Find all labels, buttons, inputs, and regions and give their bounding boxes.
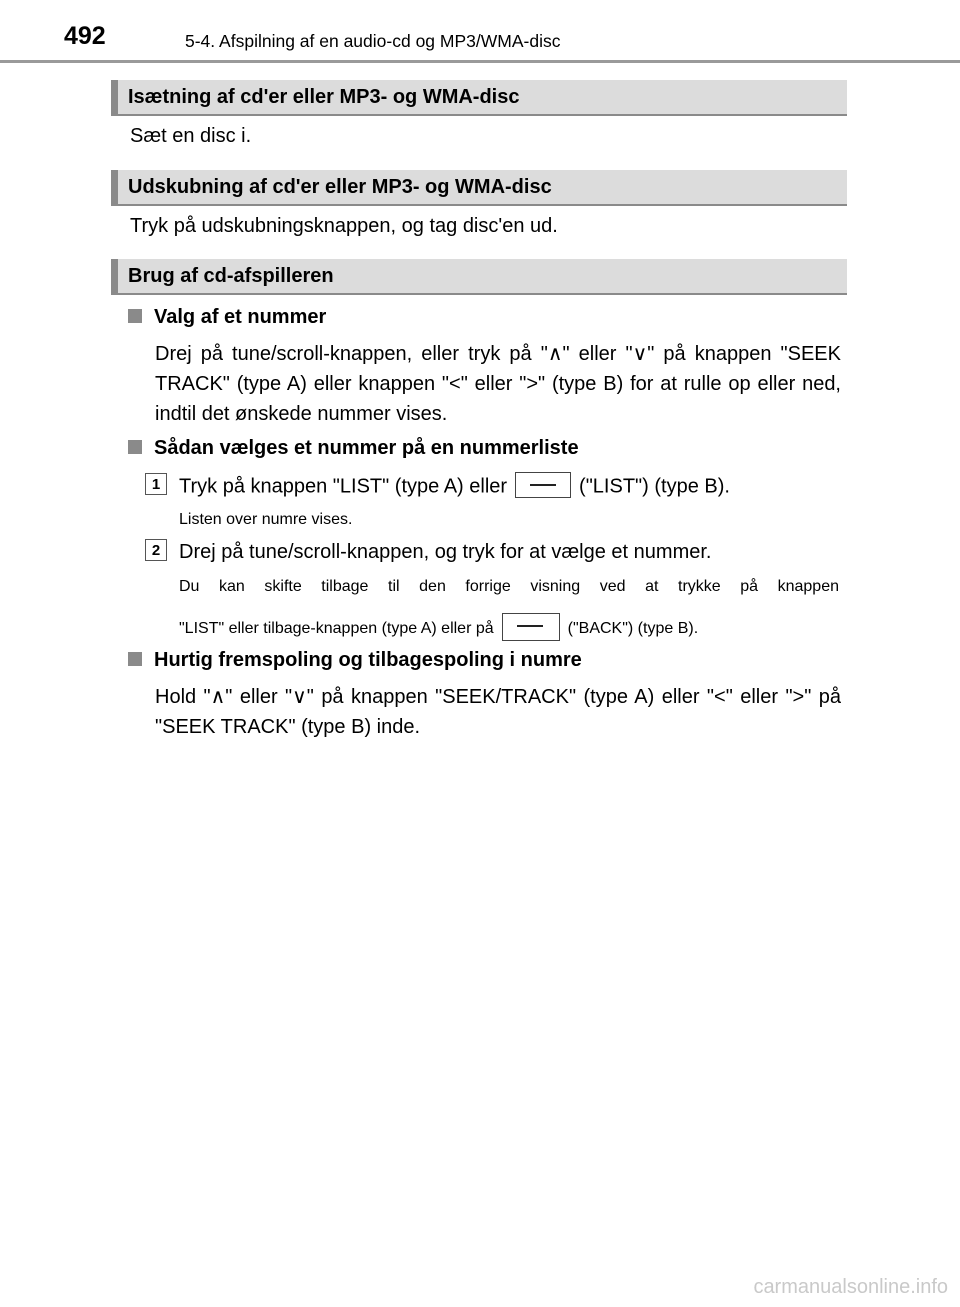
- step-1-text-after: ("LIST") (type B).: [579, 475, 730, 498]
- step-2-note-after: ("BACK") (type B).: [567, 620, 699, 638]
- back-button-icon: [502, 613, 560, 641]
- section-heading-text: Udskubning af cd'er eller MP3- og WMA-disc: [128, 176, 552, 198]
- step-number-1: 1: [145, 473, 167, 495]
- section-marker: [111, 170, 118, 206]
- square-bullet-icon: [128, 309, 142, 323]
- select-track-body: Drej på tune/scroll-knappen, eller tryk på "∧" eller "∨" på knappen "SEEK TRACK" (type A) eller knappen "<" eller ">" (type B) for at rulle op eller ned, indtil det ønskede nummer vises.: [155, 343, 841, 425]
- square-bullet-icon: [128, 440, 142, 454]
- chapter-title: 5-4. Afspilning af en audio-cd og MP3/WMA-disc: [185, 31, 561, 51]
- subheading-text: Hurtig fremspoling og tilbagespoling i numre: [154, 649, 582, 671]
- section-heading-insert-disc: [111, 80, 847, 116]
- subheading-select-from-list: [128, 437, 579, 460]
- section-heading-eject-disc: [111, 170, 847, 206]
- step-1-note: Listen over numre vises.: [179, 511, 353, 528]
- section-heading-cd-player: [111, 259, 847, 295]
- step-1-text: [179, 474, 730, 500]
- step-2-note-line-1: Du kan skifte tilbage til den forrige visning ved at trykke på knappen: [179, 578, 839, 595]
- square-bullet-icon: [128, 652, 142, 666]
- subheading-text: Sådan vælges et nummer på en nummerliste: [154, 437, 579, 459]
- watermark: carmanualsonline.info: [753, 1276, 948, 1298]
- header-divider: [0, 60, 960, 63]
- eject-disc-text: Tryk på udskubningsknappen, og tag disc'en ud.: [130, 215, 558, 237]
- section-heading-text: Brug af cd-afspilleren: [128, 265, 334, 287]
- fast-forward-body: Hold "∧" eller "∨" på knappen "SEEK/TRACK" (type A) eller "<" eller ">" på "SEEK TRACK" (type B) inde.: [155, 686, 841, 738]
- step-number-2: 2: [145, 539, 167, 561]
- subheading-fast-forward: [128, 649, 582, 672]
- subheading-select-track: [128, 306, 326, 329]
- page-number: 492: [64, 22, 106, 50]
- list-button-icon: [515, 472, 571, 498]
- section-marker: [111, 259, 118, 295]
- section-marker: [111, 80, 118, 116]
- page-header: [0, 0, 960, 66]
- step-1-text-before: Tryk på knappen "LIST" (type A) eller: [179, 475, 508, 498]
- step-2-note-before: "LIST" eller tilbage-knappen (type A) eller på: [179, 620, 494, 638]
- insert-disc-text: Sæt en disc i.: [130, 125, 252, 147]
- section-heading-text: Isætning af cd'er eller MP3- og WMA-disc: [128, 86, 520, 108]
- subheading-text: Valg af et nummer: [154, 306, 327, 328]
- step-2-text: Drej på tune/scroll-knappen, og tryk for at vælge et nummer.: [179, 541, 712, 563]
- step-2-note-line-2: [179, 615, 698, 643]
